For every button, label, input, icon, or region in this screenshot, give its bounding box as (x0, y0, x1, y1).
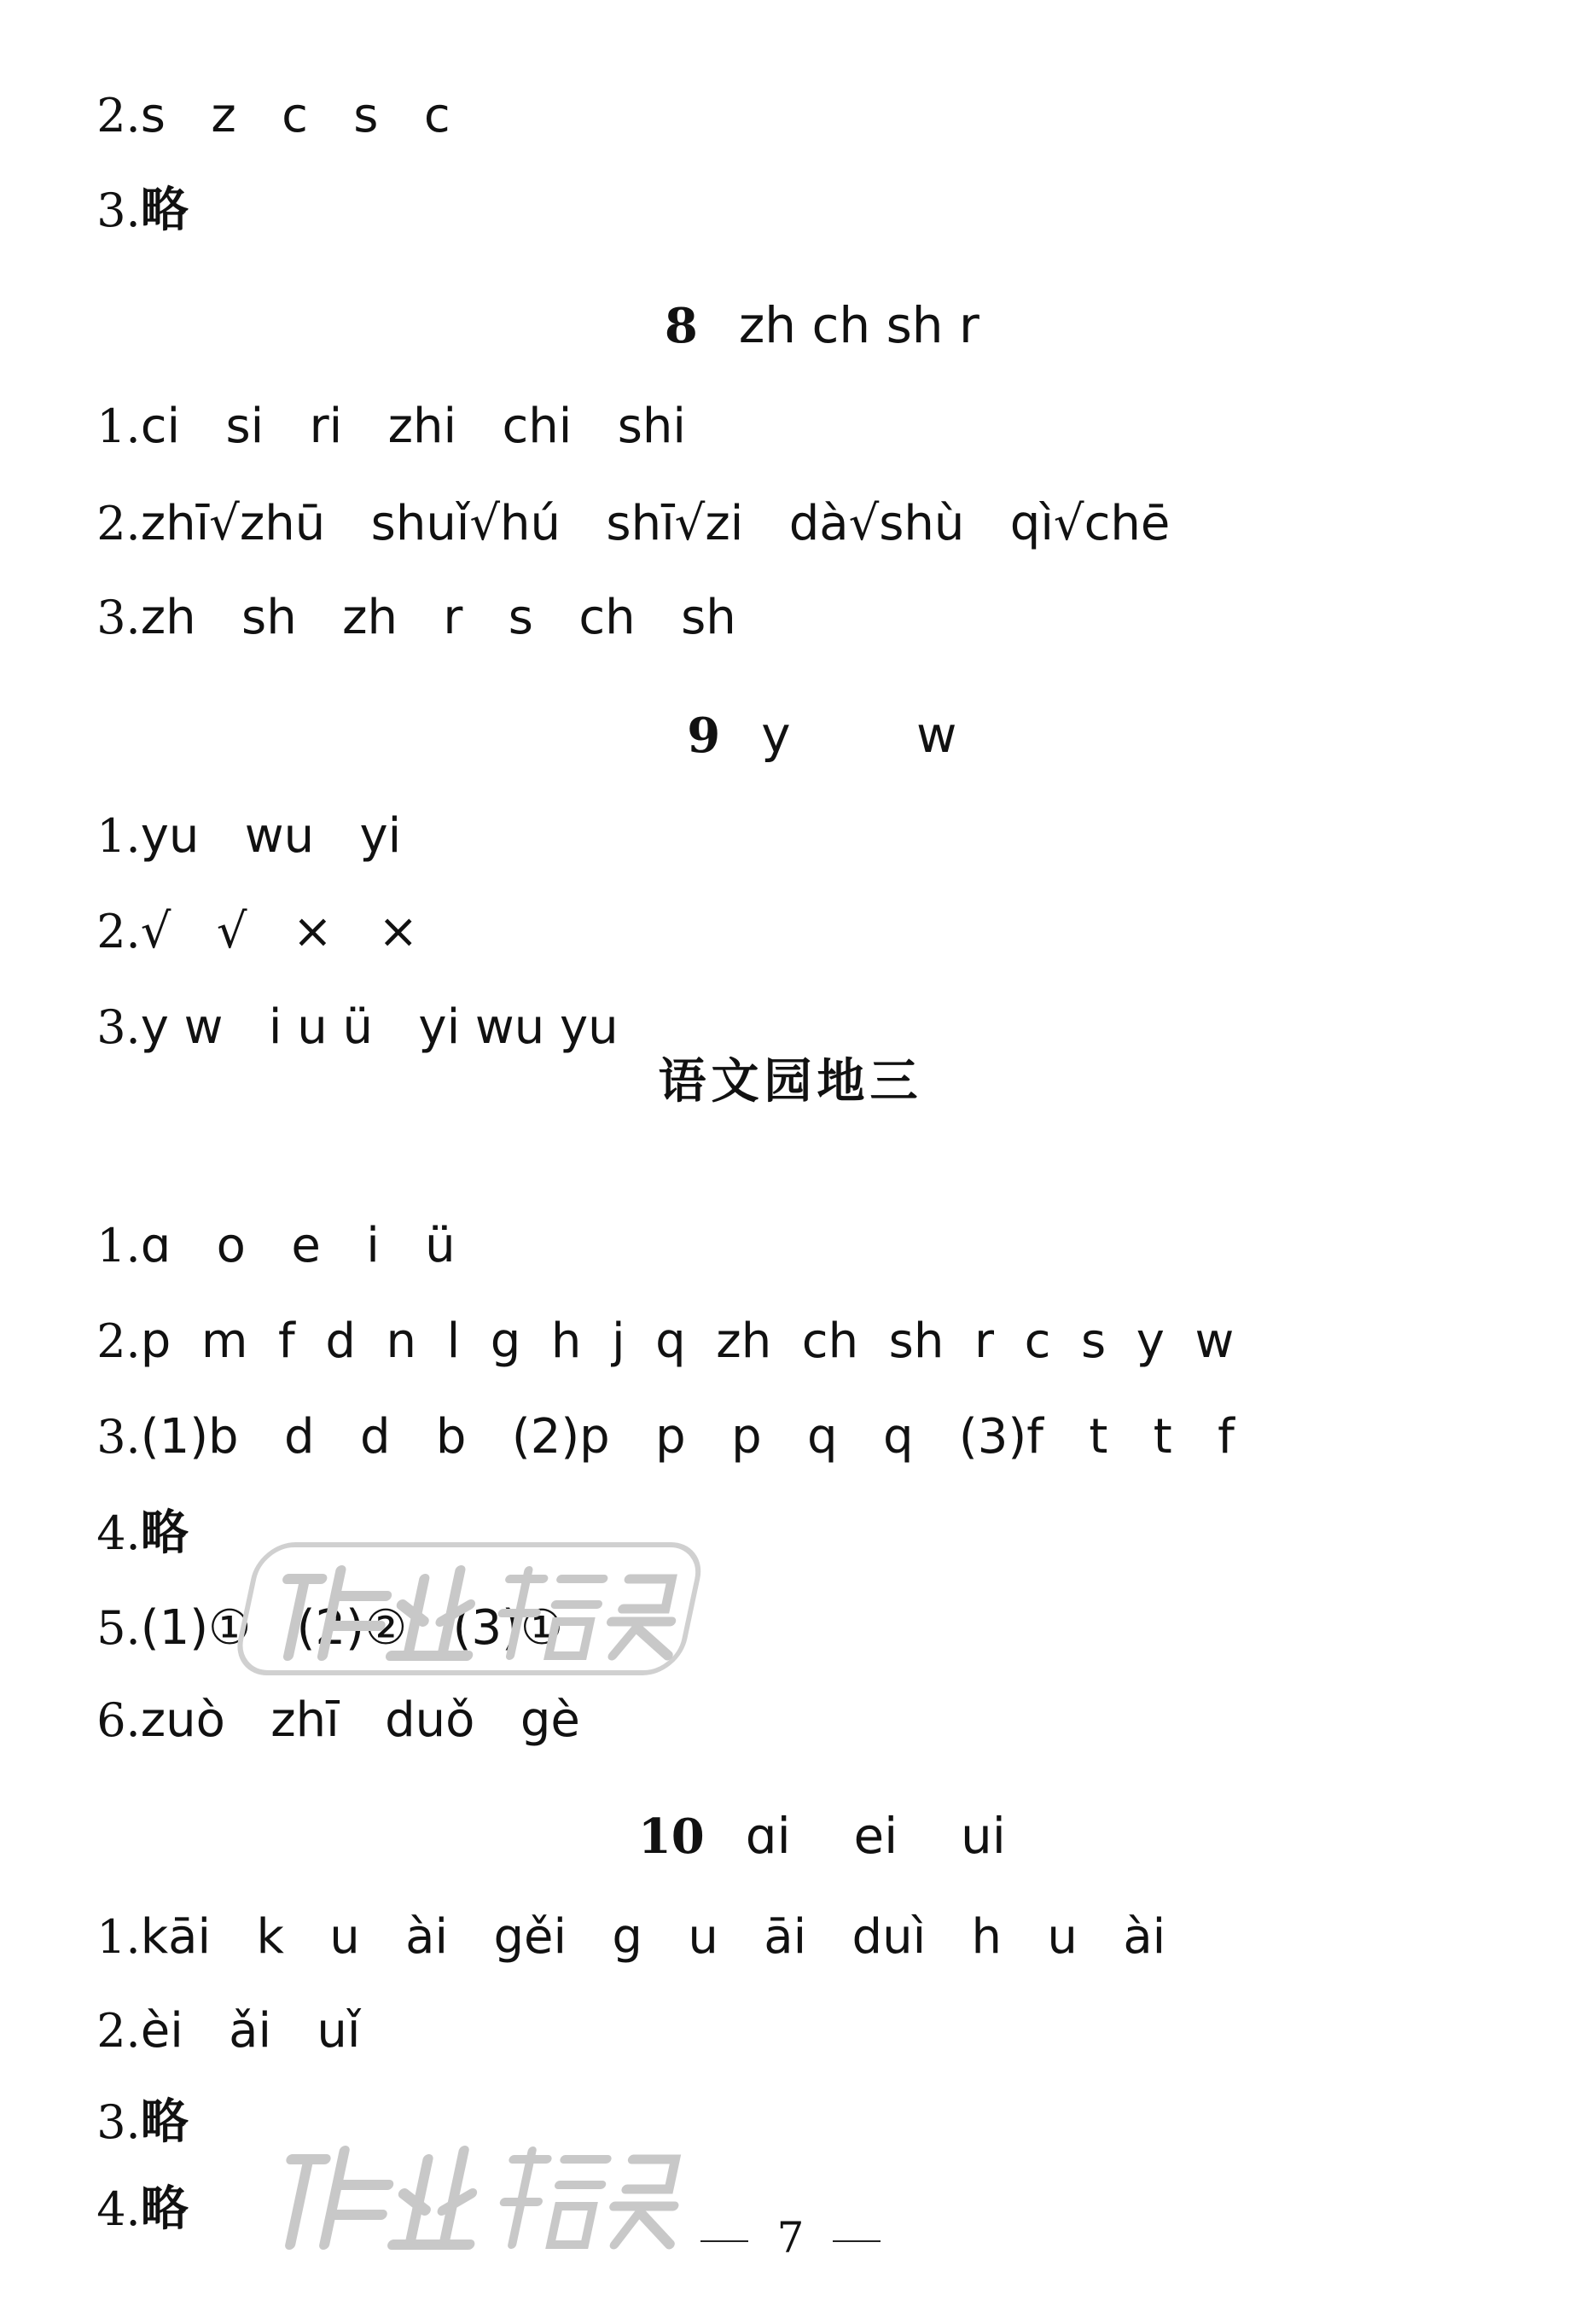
item-text: ci si ri zhi chi shi (140, 399, 686, 454)
item-text: èi ǎi uǐ (140, 2003, 361, 2059)
item-text: kāi k u ài gěi g u āi duì h u ài (140, 1909, 1166, 1965)
item-text: 略 (140, 2094, 189, 2150)
section-title: zh ch sh r (738, 296, 979, 354)
answer-line (36, 2127, 189, 2292)
item-text: ɑ o e i ü (140, 1218, 456, 1273)
item-number: 3. (96, 591, 141, 644)
item-number: 4. (96, 2182, 141, 2236)
item-text: √ √ × × (140, 904, 419, 959)
item-number: 4. (96, 1506, 141, 1560)
item-text: y w i u ü yi wu yu (140, 999, 619, 1055)
item-text: s z c s c (140, 88, 450, 143)
footer-dash (700, 2240, 748, 2242)
item-number: 2. (96, 1314, 141, 1368)
item-number: 2. (96, 905, 141, 958)
item-number: 3. (96, 1000, 141, 1054)
item-number: 1. (96, 1910, 141, 1964)
item-number: 1. (96, 399, 141, 453)
item-text: zhī√zhū shuǐ√hú shī√zi dà√shù qì√chē (140, 496, 1171, 551)
item-number: 1. (96, 809, 141, 863)
item-text: (1)b d d b (2)p p p q q (3)f t t f (140, 1409, 1235, 1465)
item-text: 略 (140, 182, 189, 238)
item-number: 3. (96, 1410, 141, 1464)
item-number: 2. (96, 2004, 141, 2058)
section-number: 9 (687, 708, 721, 764)
item-number: 1. (96, 1219, 141, 1273)
page-footer (0, 2212, 1581, 2263)
section-title: y w (761, 706, 957, 764)
section-number: 8 (664, 298, 698, 354)
item-text: zuò zhī duǒ gè (140, 1692, 580, 1748)
item-number: 6. (96, 1693, 141, 1747)
item-text: p m f d n l g h j q zh ch sh r c s y w (140, 1313, 1235, 1369)
section-title: ɑi ei ui (745, 1807, 1006, 1865)
item-text: (1)① (2)② (3)① (140, 1600, 564, 1656)
item-number: 2. (96, 89, 141, 143)
item-text: 略 (140, 2181, 189, 2237)
item-number: 2. (96, 497, 141, 550)
item-number: 3. (96, 183, 141, 237)
item-text: 略 (140, 1505, 189, 1561)
item-text: zh sh zh r s ch sh (140, 590, 736, 645)
item-number: 3. (96, 2095, 141, 2149)
page-number: 7 (776, 2213, 805, 2263)
answer-line (36, 1355, 1235, 1519)
item-text: yu wu yi (140, 808, 402, 864)
section-number: 10 (637, 1809, 705, 1865)
section-heading: 语文园地三 (658, 1053, 923, 1110)
footer-dash (833, 2240, 881, 2242)
item-number: 5. (96, 1601, 141, 1655)
